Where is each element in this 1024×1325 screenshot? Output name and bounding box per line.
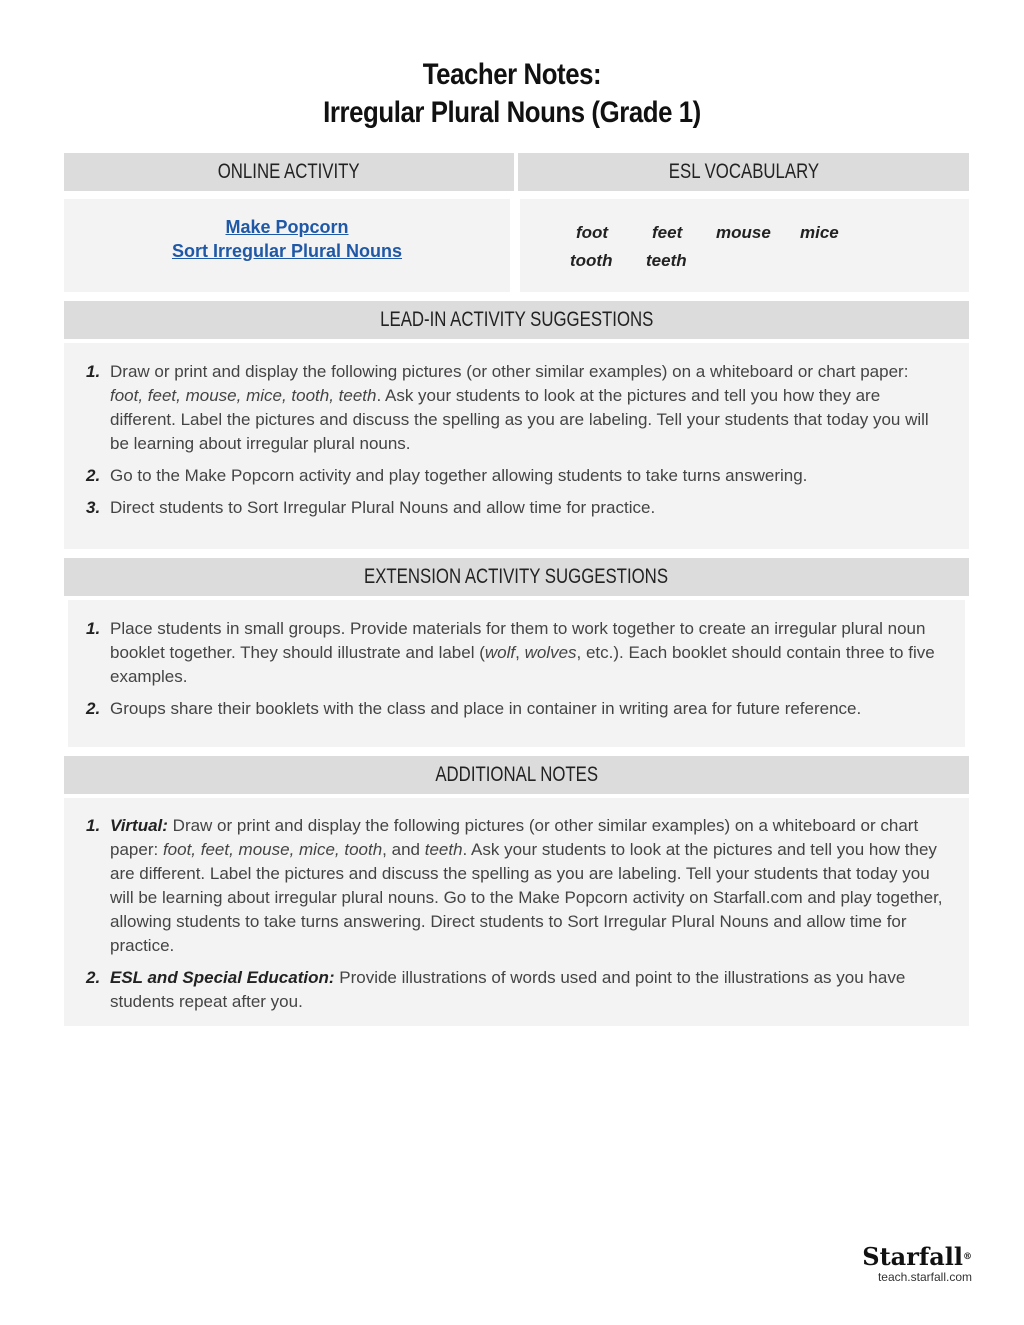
extension-header-label: EXTENSION ACTIVITY SUGGESTIONS	[364, 565, 669, 588]
item-label: ESL and Special Education:	[110, 968, 335, 987]
list-item	[64, 464, 944, 488]
item-number: 2.	[86, 968, 101, 987]
online-activity-links	[64, 199, 510, 263]
extension-header	[64, 558, 969, 596]
brand-name: Starfall	[862, 1242, 963, 1271]
online-activity-panel	[64, 199, 510, 292]
item-text: Provide illustrations of words used and point to the illustrations as you have students repeat after you.	[110, 968, 906, 1011]
item-text: . Ask your students to look at the pictures and tell you how they are different. Label the pictures and discuss the spelling as you are labeling. Tell your students that today you will be learning about irregular plural nouns.	[110, 386, 929, 453]
starfall-logo	[862, 1244, 972, 1270]
list-item	[64, 617, 944, 689]
list-item	[64, 360, 944, 456]
vocab-word: feet	[652, 223, 683, 242]
list-item	[64, 697, 944, 721]
list-item	[64, 966, 944, 1014]
starfall-brand	[862, 1244, 972, 1284]
item-text: Groups share their booklets with the class and place in container in writing area for future reference.	[110, 699, 862, 718]
item-number: 2.	[86, 699, 101, 718]
registered-mark: ®	[963, 1252, 972, 1262]
item-text: , etc.). Each booklet should contain three to five examples.	[110, 643, 935, 686]
item-text: Direct students to Sort Irregular Plural Nouns and allow time for practice.	[110, 498, 656, 517]
item-text-italic: teeth	[424, 840, 463, 859]
item-text-italic: wolf	[484, 643, 516, 662]
lead-in-panel	[64, 343, 969, 549]
lead-in-list	[64, 360, 944, 528]
item-number: 1.	[86, 362, 101, 381]
list-item	[64, 814, 944, 958]
item-text: ,	[515, 643, 525, 662]
brand-url: teach.starfall.com	[877, 1270, 972, 1284]
extension-panel	[68, 600, 965, 747]
vocab-word: tooth	[570, 251, 613, 270]
online-activity-header	[64, 153, 514, 191]
additional-notes-list	[64, 814, 944, 1022]
item-text: . Ask your students to look at the pictures and tell you how they are different. Label the pictures and discuss the spelling as you are labeling. Tell your students that today you will be learning about irregular plural nouns. Go to the Make Popcorn activity on Starfall.com and play together, allowing students to take turns answering. Direct students to Sort Irregular Plural Nouns and allow time for practice.	[110, 840, 943, 955]
item-text-italic: wolves	[524, 643, 577, 662]
item-label: Virtual:	[110, 816, 168, 835]
title-line-1: Teacher Notes:	[422, 58, 602, 91]
item-text: Draw or print and display the following pictures (or other similar examples) on a whiteboard or chart paper:	[110, 362, 909, 381]
vocab-word: mice	[800, 223, 839, 242]
esl-vocabulary-header-label: ESL VOCABULARY	[668, 160, 819, 183]
item-text-italic: foot, feet, mouse, mice, tooth, teeth	[110, 386, 377, 405]
item-text: , and	[382, 840, 425, 859]
item-text-italic: foot, feet, mouse, mice, tooth	[162, 840, 383, 859]
item-text: Go to the Make Popcorn activity and play together allowing students to take turns answering.	[110, 466, 808, 485]
additional-notes-header	[64, 756, 969, 794]
title-line-2: Irregular Plural Nouns (Grade 1)	[323, 96, 701, 129]
online-activity-header-label: ONLINE ACTIVITY	[218, 160, 360, 183]
item-text: Draw or print and display the following pictures (or other similar examples) on a whiteboard or chart paper:	[110, 816, 919, 859]
additional-notes-panel	[64, 798, 969, 1026]
vocab-word: foot	[576, 223, 609, 242]
vocab-word: mouse	[716, 223, 771, 242]
item-number: 3.	[86, 498, 101, 517]
vocab-word: teeth	[646, 251, 687, 270]
lead-in-header	[64, 301, 969, 339]
item-number: 1.	[86, 619, 101, 638]
item-number: 1.	[86, 816, 101, 835]
list-item	[64, 496, 944, 520]
item-text: Place students in small groups. Provide materials for them to work together to create an irregular plural noun booklet together. They should illustrate and label (	[110, 619, 926, 662]
esl-vocabulary-panel	[520, 199, 969, 292]
link-sort-irregular-plural-nouns[interactable]: Sort Irregular Plural Nouns	[171, 241, 403, 261]
additional-notes-header-label: ADDITIONAL NOTES	[435, 763, 598, 786]
item-number: 2.	[86, 466, 101, 485]
link-make-popcorn[interactable]: Make Popcorn	[225, 217, 349, 237]
extension-list	[64, 617, 944, 729]
lead-in-header-label: LEAD-IN ACTIVITY SUGGESTIONS	[379, 308, 654, 331]
esl-vocabulary-header	[518, 153, 969, 191]
